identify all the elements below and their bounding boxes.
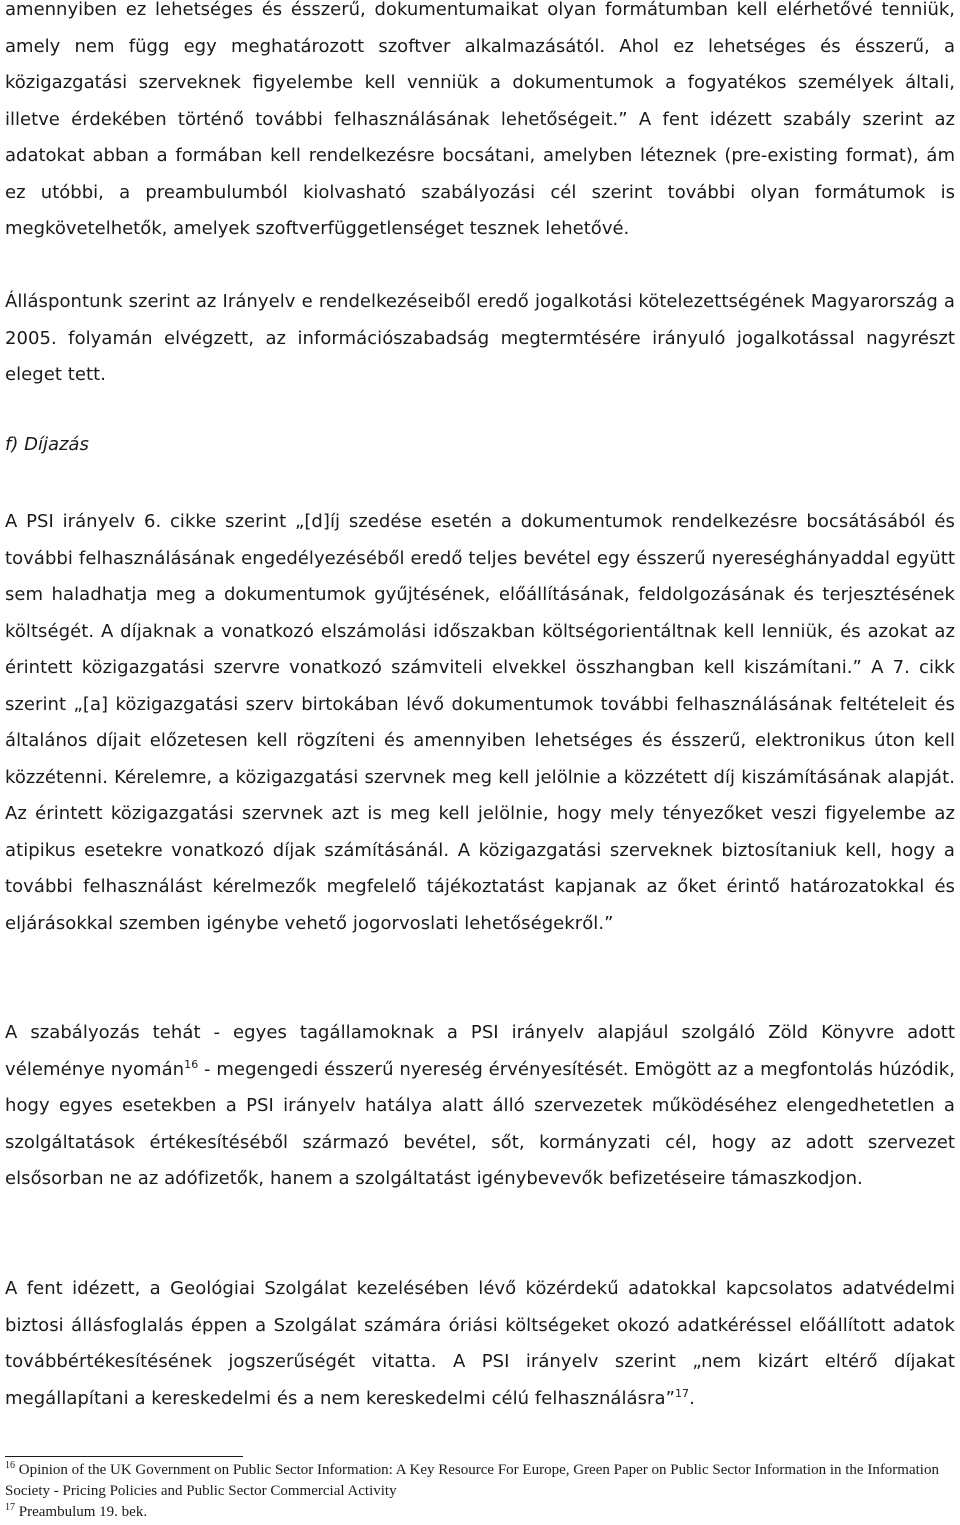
footnote-17 bbox=[5, 1502, 955, 1523]
section-heading-fees: f) Díjazás bbox=[5, 434, 89, 455]
footnote-ref-16[interactable]: 16 bbox=[184, 1057, 199, 1071]
paragraph-text: A szabályozás tehát - egyes tagállamoknak a PSI irányelv alapjául szolgáló Zöld Könyvre adott véleménye nyomán bbox=[5, 1022, 955, 1080]
paragraph-reasonable-profit bbox=[5, 1015, 955, 1198]
paragraph-fee-rules: A PSI irányelv 6. cikke szerint „[d]íj szedése esetén a dokumentumok rendelkezésre bocsátásából és további felhasználásának engedélyezéséből eredő teljes bevétel egy ésszerű nyereséghányaddal együtt sem haladhatja meg a dokumentumok gyűjtésének, előállításának, feldolgozásának és terjesztésének költségét. A díjaknak a vonatkozó elszámolási időszakban költségorientáltnak kell lenniük, és azokat az érintett közigazgatási szervre vonatkozó számviteli elvekkel összhangban kell kiszámítani.” A 7. cikk szerint „[a] közigazgatási szerv birtokában lévő dokumentumok további felhasználásának feltételeit és általános díjait előzetesen kell rögzíteni és amennyiben lehetséges és ésszerű, elektronikus úton kell közzétenni. Kérelemre, a közigazgatási szervnek meg kell jelölnie a közzétett díj kiszámításának alapját. Az érintett közigazgatási szervnek azt is meg kell jelölnie, hogy mely tényezőket veszi figyelembe az atipikus esetekre vonatkozó díjak számításánál. A közigazgatási szerveknek biztosítaniuk kell, hogy a további felhasználást kérelmezők megfelelő tájékoztatást kapjanak az őket érintő határozatokkal és eljárásokkal szemben igénybe vehető jogorvoslati lehetőségekről.” bbox=[5, 511, 955, 934]
footnote-ref-17[interactable]: 17 bbox=[674, 1386, 690, 1400]
footnote-number: 16 bbox=[5, 1460, 15, 1471]
paragraph-legislative-compliance: Álláspontunk szerint az Irányelv e rendelkezéseiből eredő jogalkotási kötelezettségének Magyarország a 2005. folyamán elvégzett, az információszabadság megtermtésére irányuló jogalkotással nagyrészt eleget tett. bbox=[5, 291, 955, 385]
paragraph-accessibility-formats: amennyiben ez lehetséges és ésszerű, dokumentumaikat olyan formátumban kell elérhetővé tenniük, amely nem függ egy meghatározott szoftver alkalmazásától. Ahol ez lehetséges és ésszerű, a közigazgatási szerveknek figyelembe kell venniük a dokumentumok a fogyatékos személyek általi, illetve érdekében történő további felhasználásának lehetőségeit.” A fent idézett szabály szerint az adatokat abban a formában kell rendelkezésre bocsátani, amelyben léteznek (pre-existing format), ám ez utóbbi, a preambulumból kiolvasható szabályozási cél szerint további olyan formátumok is megkövetelhetők, amelyek szoftverfüggetlenséget tesznek lehetővé. bbox=[5, 0, 955, 239]
paragraph-geological-service bbox=[5, 1271, 955, 1417]
paragraph-text: . bbox=[689, 1387, 695, 1409]
paragraph-text: - megengedi ésszerű nyereség érvényesítését. Emögött az a megfontolás húzódik, hogy egyes esetekben a PSI irányelv hatálya alatt álló szervezetek működéséhez elengedhetetlen a szolgáltatások értékesítéséből származó bevétel, sőt, kormányzati cél, hogy az adott szervezet elsősorban ne az adófizetők, hanem a szolgáltatást igénybevevők befizetéseire támaszkodjon. bbox=[5, 1058, 955, 1189]
footnote-text: Preambulum 19. bek. bbox=[15, 1504, 148, 1520]
footnote-text: Opinion of the UK Government on Public Sector Information: A Key Resource For Europe, Green Paper on Public Sector Information in the Information Society - Pricing Policies and Public Sector Commercial Activity bbox=[5, 1462, 939, 1499]
footnote-number: 17 bbox=[5, 1502, 15, 1513]
paragraph-text: A fent idézett, a Geológiai Szolgálat kezelésében lévő közérdekű adatokkal kapcsolatos adatvédelmi biztosi állásfoglalás éppen a Szolgálat számára óriási költségeket okozó adatkéréssel előállított adatok továbbértékesítésének jogszerűségét vitatta. A PSI irányelv szerint „nem kizárt eltérő díjakat megállapítani a kereskedelmi és a nem kereskedelmi célú felhasználásra” bbox=[5, 1278, 955, 1409]
footnote-divider bbox=[5, 1456, 243, 1457]
footnote-16 bbox=[5, 1460, 955, 1502]
footnotes bbox=[5, 1460, 955, 1523]
